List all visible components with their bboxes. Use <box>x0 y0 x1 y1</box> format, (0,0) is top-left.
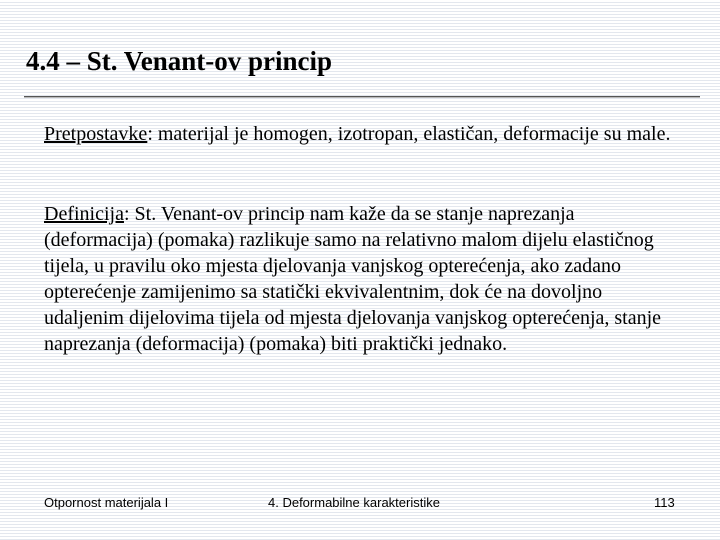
footer-chapter: 4. Deformabilne karakteristike <box>268 495 440 510</box>
slide-title: 4.4 – St. Venant-ov princip <box>26 46 333 76</box>
footer-page-number: 113 <box>654 495 675 510</box>
assumptions-text: : materijal je homogen, izotropan, elastičan, deformacije su male. <box>147 123 671 145</box>
assumptions-term: Pretpostavke <box>44 123 148 145</box>
assumptions-paragraph <box>44 121 684 147</box>
definition-paragraph <box>44 201 684 357</box>
footer-course: Otpornost materijala I <box>44 495 169 510</box>
title-divider <box>24 96 700 98</box>
definition-term: Definicija <box>44 203 124 225</box>
definition-text: : St. Venant-ov princip nam kaže da se stanje naprezanja (deformacija) (pomaka) razlikuje samo na relativno malom dijelu elastičnog tijela, u pravilu oko mjesta djelovanja vanjskog opterećenja, ako zadano opterećenje zamijenimo sa statički ekvivalentnim, dok će na dovoljno udaljenim dijelovima tijela od mjesta djelovanja vanjskog opterećenja, stanje naprezanja (deformacija) (pomaka) biti praktički jednako. <box>44 203 662 355</box>
